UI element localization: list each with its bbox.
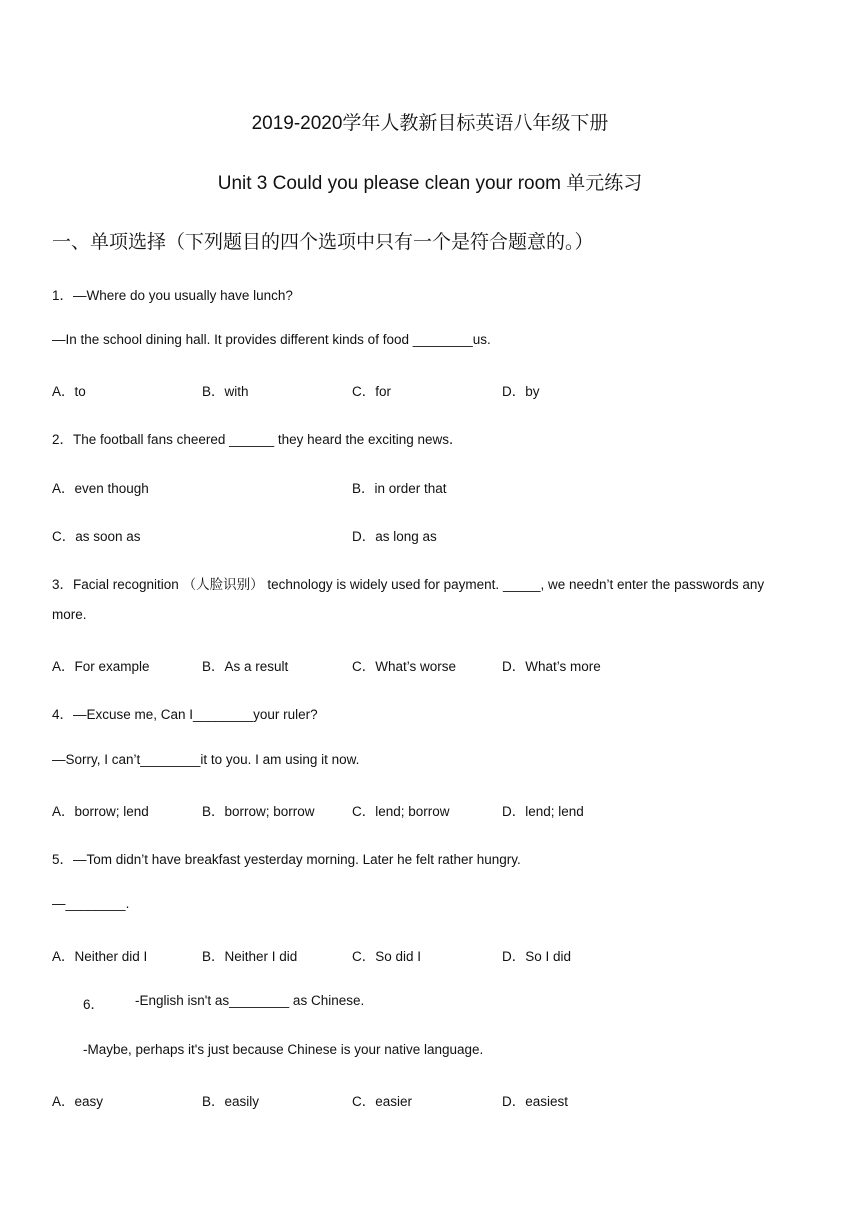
question-2-option-c[interactable]: C．as soon as <box>52 529 141 544</box>
question-3-option-a[interactable]: A．For example <box>52 659 150 674</box>
question-1-option-c[interactable]: C．for <box>352 384 392 399</box>
question-6-option-a[interactable]: A．easy <box>52 1094 104 1109</box>
question-4-stem-continued: —Sorry, I can’t________it to you. I am using it now. <box>52 752 360 767</box>
question-6-option-d[interactable]: D．easiest <box>502 1094 569 1109</box>
question-4-option-b[interactable]: B．borrow; borrow <box>202 804 315 819</box>
question-2-option-b[interactable]: B．in order that <box>352 481 447 496</box>
question-6-stem-continued: -Maybe, perhaps it's just because Chinese is your native language. <box>83 1042 484 1057</box>
question-5-option-b[interactable]: B．Neither I did <box>202 949 298 964</box>
section-heading: 一、单项选择（下列题目的四个选项中只有一个是符合题意的。） <box>52 232 594 253</box>
document-title: 2019-2020学年人教新目标英语八年级下册 <box>251 113 609 134</box>
question-5-option-c[interactable]: C．So did I <box>352 949 422 964</box>
question-2-option-a[interactable]: A．even though <box>52 481 149 496</box>
question-3-option-d[interactable]: D．What’s more <box>502 659 601 674</box>
question-1-option-a[interactable]: A．to <box>52 384 86 399</box>
question-1-stem-continued: —In the school dining hall. It provides different kinds of food ________us. <box>52 332 491 347</box>
question-1-option-b[interactable]: B．with <box>202 384 249 399</box>
question-3-stem: 3．Facial recognition （人脸识别） technology is widely used for payment. _____, we needn’t enter the passwords any <box>52 577 765 592</box>
question-2-option-d[interactable]: D．as long as <box>352 529 437 544</box>
question-6-option-b[interactable]: B．easily <box>202 1094 260 1109</box>
question-4-stem: 4．—Excuse me, Can I________your ruler? <box>52 707 318 722</box>
question-3-option-b[interactable]: B．As a result <box>202 659 289 674</box>
question-5-option-d[interactable]: D．So I did <box>502 949 572 964</box>
question-4-option-a[interactable]: A．borrow; lend <box>52 804 149 819</box>
question-2-stem: 2．The football fans cheered ______ they heard the exciting news． <box>52 432 463 447</box>
question-6-stem: -English isn't as________ as Chinese. <box>135 993 365 1008</box>
question-6-option-c[interactable]: C．easier <box>352 1094 413 1109</box>
question-1-stem: 1．—Where do you usually have lunch? <box>52 288 293 303</box>
question-6-number: 6． <box>83 997 105 1012</box>
document-subtitle: Unit 3 Could you please clean your room 单元练习 <box>217 173 643 194</box>
question-5-stem-continued: —________. <box>52 896 130 911</box>
question-3-option-c[interactable]: C．What’s worse <box>352 659 457 674</box>
question-4-option-c[interactable]: C．lend; borrow <box>352 804 450 819</box>
question-5-stem: 5．—Tom didn’t have breakfast yesterday morning. Later he felt rather hungry. <box>52 852 521 867</box>
question-3-stem-continued: more. <box>52 607 87 622</box>
question-4-option-d[interactable]: D．lend; lend <box>502 804 584 819</box>
question-5-option-a[interactable]: A．Neither did I <box>52 949 148 964</box>
question-1-option-d[interactable]: D．by <box>502 384 540 399</box>
